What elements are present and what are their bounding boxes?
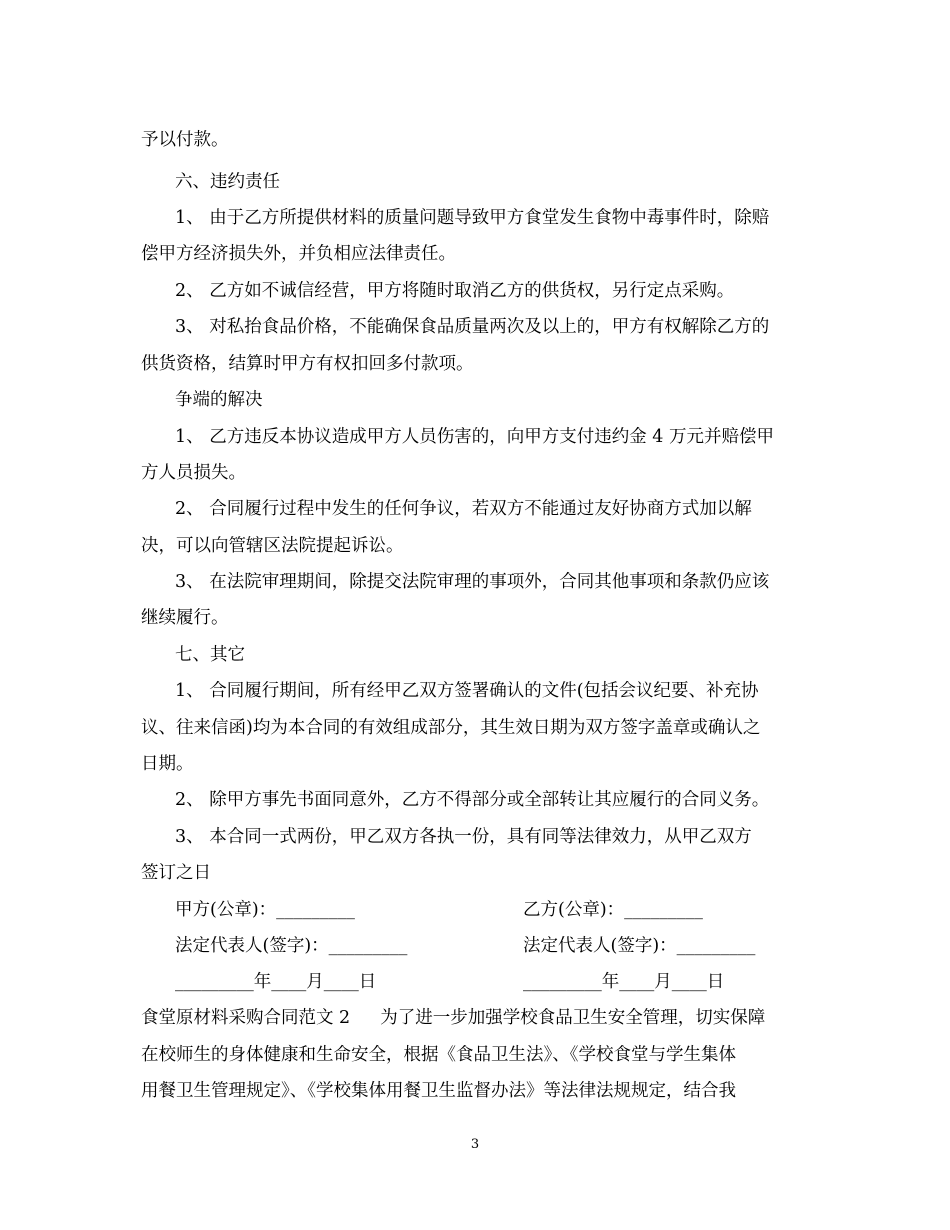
paragraph-line: 1、 由于乙方所提供材料的质量问题导致甲方食堂发生食物中毒事件时，除赔	[175, 208, 770, 228]
paragraph-line: 偿甲方经济损失外，并负相应法律责任。	[141, 244, 456, 264]
party-a-date: _________年____月____日	[175, 972, 377, 992]
paragraph-line: 方人员损失。	[141, 463, 246, 483]
paragraph-line: 3、 本合同一式两份，甲乙双方各执一份，具有同等法律效力，从甲乙双方	[175, 827, 752, 847]
paragraph-line: 予以付款。	[141, 130, 229, 150]
paragraph-line: 供货资格，结算时甲方有权扣回多付款项。	[141, 354, 474, 374]
party-a-representative: 法定代表人(签字)：_________	[175, 936, 408, 956]
paragraph-line: 1、 合同履行期间，所有经甲乙双方签署确认的文件(包括会议纪要、补充协	[175, 681, 759, 701]
section-heading-breach: 六、违约责任	[175, 172, 280, 192]
paragraph-line: 3、 对私抬食品价格，不能确保食品质量两次及以上的，甲方有权解除乙方的	[175, 317, 770, 337]
paragraph-line: 1、 乙方违反本协议造成甲方人员伤害的，向甲方支付违约金 4 万元并赔偿甲	[175, 427, 774, 447]
paragraph-line: 2、 除甲方事先书面同意外，乙方不得部分或全部转让其应履行的合同义务。	[175, 790, 770, 810]
paragraph-line: 3、 在法院审理期间，除提交法院审理的事项外，合同其他事项和条款仍应该	[175, 572, 770, 592]
paragraph-line: 签订之日	[141, 863, 211, 883]
section-heading-other: 七、其它	[175, 645, 245, 665]
party-b-representative: 法定代表人(签字)：_________	[523, 936, 756, 956]
paragraph-line: 在校师生的身体健康和生命安全，根据《食品卫生法》、《学校食堂与学生集体	[141, 1045, 736, 1065]
paragraph-line: 决，可以向管辖区法院提起诉讼。	[141, 536, 404, 556]
next-section-intro: 为了进一步加强学校食品卫生安全管理，切实保障	[380, 1008, 766, 1028]
paragraph-line: 2、 合同履行过程中发生的任何争议，若双方不能通过友好协商方式加以解	[175, 499, 752, 519]
next-section-title: 食堂原材料采购合同范文 2	[141, 1008, 351, 1028]
section-heading-dispute: 争端的解决	[175, 390, 263, 410]
paragraph-line: 用餐卫生管理规定》、《学校集体用餐卫生监督办法》等法律法规规定，结合我	[141, 1081, 736, 1101]
paragraph-line: 继续履行。	[141, 608, 229, 628]
party-b-date: _________年____月____日	[523, 972, 725, 992]
party-a-seal: 甲方(公章)：_________	[175, 900, 355, 920]
page-number: 3	[470, 1137, 480, 1152]
party-b-seal: 乙方(公章)：_________	[523, 900, 703, 920]
next-section-first-line	[141, 1006, 821, 1030]
paragraph-line: 日期。	[141, 754, 194, 774]
paragraph-line: 议、往来信函)均为本合同的有效组成部分，其生效日期为双方签字盖章或确认之	[141, 718, 761, 738]
paragraph-line: 2、 乙方如不诚信经营，甲方将随时取消乙方的供货权，另行定点采购。	[175, 281, 735, 301]
